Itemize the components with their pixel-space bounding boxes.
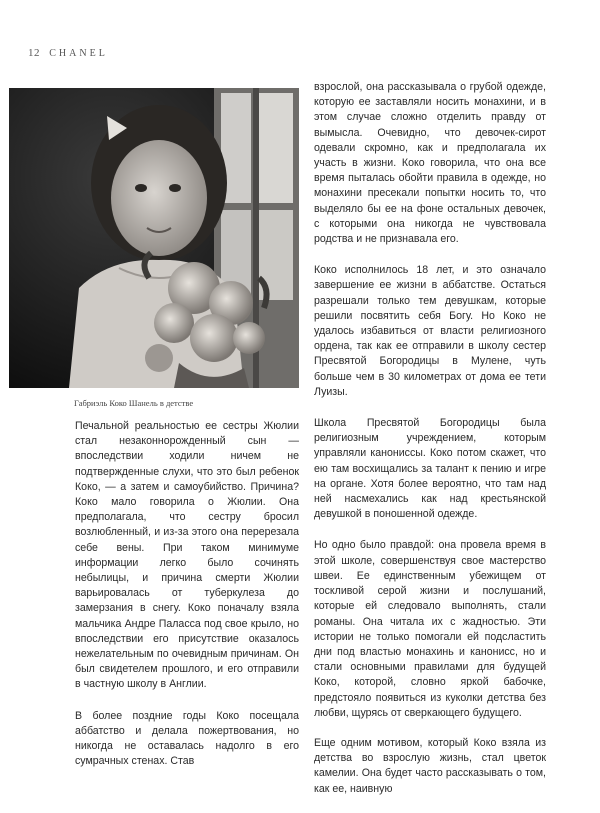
running-header xyxy=(28,47,108,59)
paragraph: Печальной реальностью ее сестры Жюлии стал незаконнорожденный сын — впоследствии ходили ничем не подтвержденные слухи, что это был ребенок Коко, — а затем и самоубийство. Причина? Коко мало говорила о Жюлии. Она предполагала, что сестру бросил возлюбленный, и из-за этого она перерезала себе вены. При таком минимуме информации легко было сочинять небылицы, и причина смерти Жюлии варьировалась от туберкулеза до замерзания в снегу. Коко поначалу взяла мальчика Андре Паласса под свое крыло, но впоследствии его присутствие оказалось нежелательным по очевидным причинам. Он был свидетелем прошлого, и его отправили в частную школу в Англии. xyxy=(75,420,299,691)
childhood-photo xyxy=(9,88,299,388)
paragraph: взрослой, она рассказывала о грубой одежде, которую ее заставляли носить монахини, и в этом случае сложно отделить правду от вымысла. Очевидно, что девочек-сирот одевали скромно, как и предполагала их участь в жизни. Коко говорила, что она все время пыталась обойти правила в одежде, но монахини пресекали попытки носить то, что выделяло бы ее на фоне остальных девочек, с которыми она никогда не чувствовала родства и не признавала его. xyxy=(314,81,546,246)
photo-illustration xyxy=(9,88,299,388)
paragraph: Коко исполнилось 18 лет, и это означало завершение ее жизни в аббатстве. Остаться разрешали только тем девушкам, которые решили посвятить себя Богу. Но Коко не удалось избавиться от власти религиозного ордена, так как ее отправили в школу сестер Пресвятой Богородицы в Мулене, чуть больше чем в 30 километрах от дома ее тети Луизы. xyxy=(314,264,546,398)
paragraph: В более поздние годы Коко посещала аббатство и делала пожертвования, но никогда не оставалась надолго в его сумрачных стенах. Став xyxy=(75,709,299,768)
photo-caption: Габриэль Коко Шанель в детстве xyxy=(74,398,194,408)
paragraph: Но одно было правдой: она провела время в этой школе, совершенствуя свое мастерство швеи. Ее единственным убежищем от тоскливой серой жизни и послушаний, которые ей следовало выполнять, стали романы. Она читала их с жадностью. Эти истории не только помогали ей подсластить дни под властью монахинь и канонисс, но и стали основными правилами для будущей Коко, которой, словно яркой бабочке, предстояло появиться из куколки детства без любви, щурясь от сверкающего будущего. xyxy=(314,539,546,719)
page-number: 12 xyxy=(28,47,40,59)
right-text-column xyxy=(314,80,546,813)
left-text-column xyxy=(75,419,299,785)
paragraph: Еще одним мотивом, который Коко взяла из детства во взрослую жизнь, стал цветок камелии. Она будет часто рассказывать о том, как ее, наивную xyxy=(314,736,546,795)
book-title: CHANEL xyxy=(49,48,108,59)
paragraph: Школа Пресвятой Богородицы была религиозным учреждением, которым управляли канониссы. Коко потом скажет, что ею там восхищались за талант к пению и игре на органе. Хотя более вероятно, что там над ней насмехались как над крестьянской девушкой в поношенной одежде. xyxy=(314,417,546,521)
